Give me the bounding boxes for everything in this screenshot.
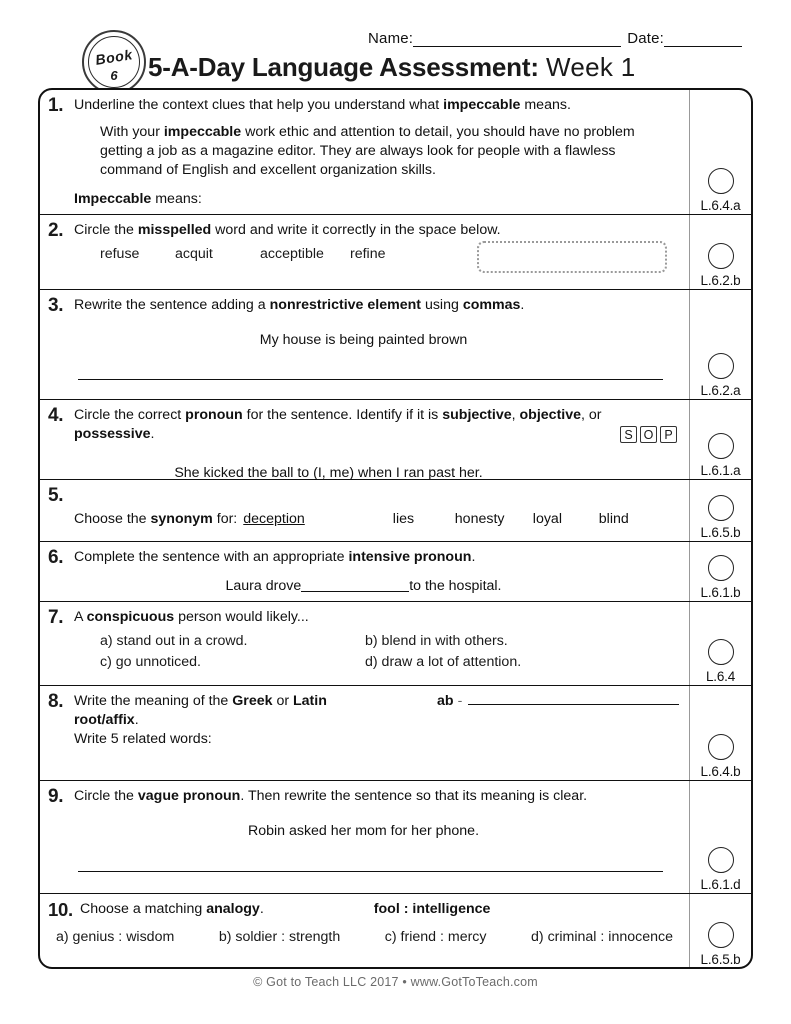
score-bubble[interactable]	[708, 639, 734, 665]
question-9-answer-line[interactable]	[78, 871, 663, 872]
q6-sentence-pre: Laura drove	[225, 578, 302, 594]
question-5-number: 5.	[48, 485, 64, 506]
word-option[interactable]: refine	[350, 246, 386, 262]
question-10-score-cell	[689, 894, 751, 968]
standard-code: L.6.2.b	[700, 273, 741, 288]
q2-prompt-post: word and write it correctly in the space below.	[211, 222, 501, 238]
question-row-10	[40, 894, 751, 968]
question-7-prompt	[74, 608, 679, 627]
q7-prompt-bold: conspicuous	[86, 609, 175, 625]
score-bubble[interactable]	[708, 243, 734, 269]
q2-prompt-bold: misspelled	[137, 222, 212, 238]
q2-prompt-pre: Circle the	[74, 222, 138, 238]
score-bubble[interactable]	[708, 168, 734, 194]
q7-prompt-post: person would likely...	[174, 609, 309, 625]
sop-box-subjective[interactable]: S	[620, 426, 637, 443]
word-option[interactable]: acquit	[175, 246, 213, 262]
synonym-option[interactable]: lies	[392, 511, 415, 527]
question-row-7	[40, 602, 751, 686]
standard-code: L.6.1.b	[700, 585, 741, 600]
page-title-week: Week 1	[546, 52, 636, 82]
q1-passage-b: work ethic and attention to detail, you should have no problem getting a job as a magazine editor. They are always look for people with a flawless command of English and excellent organization skills.	[100, 124, 635, 178]
q9-prompt-post: . Then rewrite the sentence so that its meaning is clear.	[240, 788, 588, 804]
q5-prompt-post: for:	[212, 511, 238, 527]
question-6-score-cell	[689, 542, 751, 601]
q3-prompt-bold: nonrestrictive element	[269, 297, 421, 313]
q3-prompt-pre: Rewrite the sentence adding a	[74, 297, 270, 313]
question-6-prompt	[74, 548, 679, 567]
page-title-main: 5-A-Day Language Assessment:	[148, 52, 539, 82]
question-row-5	[40, 480, 751, 542]
question-9-prompt	[74, 787, 679, 806]
q8-prompt-pre: Write the meaning of the	[74, 693, 233, 709]
question-7-score-cell	[689, 602, 751, 685]
question-5-score-cell	[689, 480, 751, 541]
q3-prompt-bold2: commas	[462, 297, 521, 313]
question-3-sentence: My house is being painted brown	[259, 332, 468, 348]
q10-prompt-pre: Choose a matching	[80, 901, 207, 917]
question-4-sop-boxes	[620, 426, 677, 443]
question-1-score-cell	[689, 90, 751, 214]
q4-prompt-bold4: possessive	[74, 426, 151, 442]
score-bubble[interactable]	[708, 922, 734, 948]
q1-closing-bold: Impeccable	[74, 191, 152, 207]
word-option[interactable]: refuse	[100, 246, 140, 262]
choice-option[interactable]: a) stand out in a crowd.	[100, 633, 248, 649]
book-badge-number: 6	[110, 68, 118, 83]
standard-code: L.6.2.a	[700, 383, 741, 398]
question-9-content	[40, 781, 689, 893]
word-option[interactable]: acceptible	[260, 246, 324, 262]
q1-passage-a: With your	[100, 124, 164, 140]
score-bubble[interactable]	[708, 495, 734, 521]
question-1-prompt	[74, 96, 679, 115]
q7-prompt-pre: A	[74, 609, 87, 625]
question-row-9	[40, 781, 751, 894]
q6-sentence-post: to the hospital.	[409, 578, 502, 594]
q10-prompt-post: .	[259, 901, 264, 917]
question-8-top-row	[74, 692, 679, 730]
q4-prompt-pre: Circle the correct	[74, 407, 186, 423]
question-8-content	[40, 686, 689, 780]
q4-prompt-mid: for the sentence. Identify if it is	[242, 407, 443, 423]
q8-prompt-mid: or	[272, 693, 293, 709]
question-8-score-cell	[689, 686, 751, 780]
q6-prompt-pre: Complete the sentence with an appropriate	[74, 549, 349, 565]
q6-prompt-post: .	[471, 549, 476, 565]
score-bubble[interactable]	[708, 433, 734, 459]
score-bubble[interactable]	[708, 734, 734, 760]
question-1-number: 1.	[48, 95, 64, 116]
question-7-content	[40, 602, 689, 685]
sop-box-objective[interactable]: O	[640, 426, 657, 443]
question-4-number: 4.	[48, 405, 64, 426]
standard-code: L.6.1.a	[700, 463, 741, 478]
question-4-score-cell	[689, 400, 751, 479]
score-bubble[interactable]	[708, 353, 734, 379]
question-10-top-row	[80, 900, 679, 919]
question-10-number: 10.	[48, 899, 73, 920]
question-9-sentence[interactable]: Robin asked her mom for her phone.	[247, 823, 480, 839]
score-bubble[interactable]	[708, 555, 734, 581]
question-8-number: 8.	[48, 691, 64, 712]
q1-prompt-pre: Underline the context clues that help you understand what	[74, 97, 444, 113]
question-1-passage[interactable]	[100, 123, 671, 180]
question-7-choices	[100, 632, 679, 672]
analogy-option[interactable]: b) soldier : strength	[218, 929, 341, 945]
question-3-answer-line[interactable]	[78, 379, 663, 380]
book-badge	[82, 30, 146, 94]
question-8-root: ab	[437, 693, 454, 709]
question-8-meaning-line[interactable]	[468, 704, 679, 705]
name-label: Name:	[368, 30, 414, 47]
page-footer: © Got to Teach LLC 2017 • www.GotToTeach.com	[253, 975, 538, 989]
q3-prompt-mid: using	[421, 297, 463, 313]
q3-prompt-post: .	[520, 297, 525, 313]
question-5-row	[74, 510, 679, 529]
question-3-score-cell	[689, 290, 751, 399]
question-3-prompt	[74, 296, 679, 315]
name-date-line	[368, 30, 756, 47]
standard-code: L.6.1.d	[700, 877, 741, 892]
question-5-target-word: deception	[243, 511, 305, 527]
question-row-4	[40, 400, 751, 480]
question-row-3	[40, 290, 751, 400]
choice-option[interactable]: c) go unnoticed.	[100, 654, 201, 670]
score-bubble[interactable]	[708, 847, 734, 873]
q4-prompt-mid2: ,	[511, 407, 520, 423]
question-7-number: 7.	[48, 607, 64, 628]
question-9-number: 9.	[48, 786, 64, 807]
question-6-content	[40, 542, 689, 601]
standard-code: L.6.4.a	[700, 198, 741, 213]
standard-code: L.6.5.b	[700, 952, 741, 967]
question-row-2	[40, 215, 751, 290]
q5-prompt-bold: synonym	[150, 511, 213, 527]
question-2-score-cell	[689, 215, 751, 289]
q8-prompt-bold2: Latin root/affix	[74, 693, 327, 728]
q9-prompt-pre: Circle the	[74, 788, 138, 804]
standard-code: L.6.5.b	[700, 525, 741, 540]
question-10-prompt	[80, 900, 264, 919]
synonym-option[interactable]: loyal	[532, 511, 562, 527]
question-row-8	[40, 686, 751, 781]
q1-passage-bold: impeccable	[163, 124, 242, 140]
q4-prompt-bold3: objective	[519, 407, 582, 423]
q4-prompt-post: .	[150, 426, 155, 442]
q1-prompt-post: means.	[520, 97, 571, 113]
question-4-content	[40, 400, 689, 479]
q4-prompt-bold2: subjective	[442, 407, 512, 423]
book-badge-word: Book	[94, 46, 134, 68]
q5-prompt-pre: Choose the	[74, 511, 151, 527]
question-1-content	[40, 90, 689, 214]
standard-code: L.6.4.b	[700, 764, 741, 779]
q4-prompt-bold: pronoun	[185, 407, 243, 423]
q1-prompt-bold: impeccable	[443, 97, 521, 113]
question-2-number: 2.	[48, 220, 64, 241]
analogy-option[interactable]: d) criminal : innocence	[531, 929, 673, 945]
question-5-content	[40, 480, 689, 541]
question-row-6	[40, 542, 751, 602]
q9-prompt-bold: vague pronoun	[137, 788, 241, 804]
question-10-analogy-pair: fool : intelligence	[373, 901, 491, 917]
synonym-option[interactable]: blind	[598, 511, 629, 527]
q6-prompt-bold: intensive pronoun	[348, 549, 472, 565]
question-10-choices	[56, 929, 673, 945]
synonym-option[interactable]: honesty	[454, 511, 505, 527]
question-6-sentence	[48, 577, 679, 596]
page-header	[0, 0, 791, 88]
question-10-content	[40, 894, 689, 968]
question-4-prompt	[74, 406, 679, 444]
question-3-content	[40, 290, 689, 399]
analogy-option[interactable]: a) genius : wisdom	[56, 929, 175, 945]
page-title	[148, 52, 636, 82]
q4-prompt-mid3: , or	[581, 407, 602, 423]
name-input-line[interactable]	[413, 33, 621, 47]
analogy-option[interactable]: c) friend : mercy	[384, 929, 487, 945]
question-8-line2: Write 5 related words:	[74, 731, 212, 747]
q8-prompt-bold: Greek	[232, 693, 273, 709]
assessment-table	[38, 88, 753, 969]
question-5-prompt	[74, 510, 237, 529]
question-8-root-dash: -	[457, 693, 463, 709]
question-6-blank[interactable]	[301, 591, 409, 592]
question-1-closing	[74, 190, 679, 209]
choice-option[interactable]: d) draw a lot of attention.	[365, 654, 522, 670]
question-8-prompt	[74, 692, 389, 730]
question-4-sentence[interactable]: She kicked the ball to (I, me) when I ran past her.	[174, 465, 483, 479]
standard-code: L.6.4	[705, 669, 736, 684]
question-9-score-cell	[689, 781, 751, 893]
q1-closing-rest: means:	[151, 191, 202, 207]
sop-box-possessive[interactable]: P	[660, 426, 677, 443]
question-3-number: 3.	[48, 295, 64, 316]
choice-option[interactable]: b) blend in with others.	[365, 633, 508, 649]
question-row-1	[40, 90, 751, 215]
q8-prompt-post: .	[134, 712, 139, 728]
question-6-number: 6.	[48, 547, 64, 568]
q10-prompt-bold: analogy	[206, 901, 260, 917]
question-2-content	[40, 215, 689, 289]
date-input-line[interactable]	[664, 33, 742, 47]
question-2-answer-box[interactable]	[477, 241, 667, 273]
date-label: Date:	[627, 30, 665, 47]
question-2-prompt	[74, 221, 679, 240]
